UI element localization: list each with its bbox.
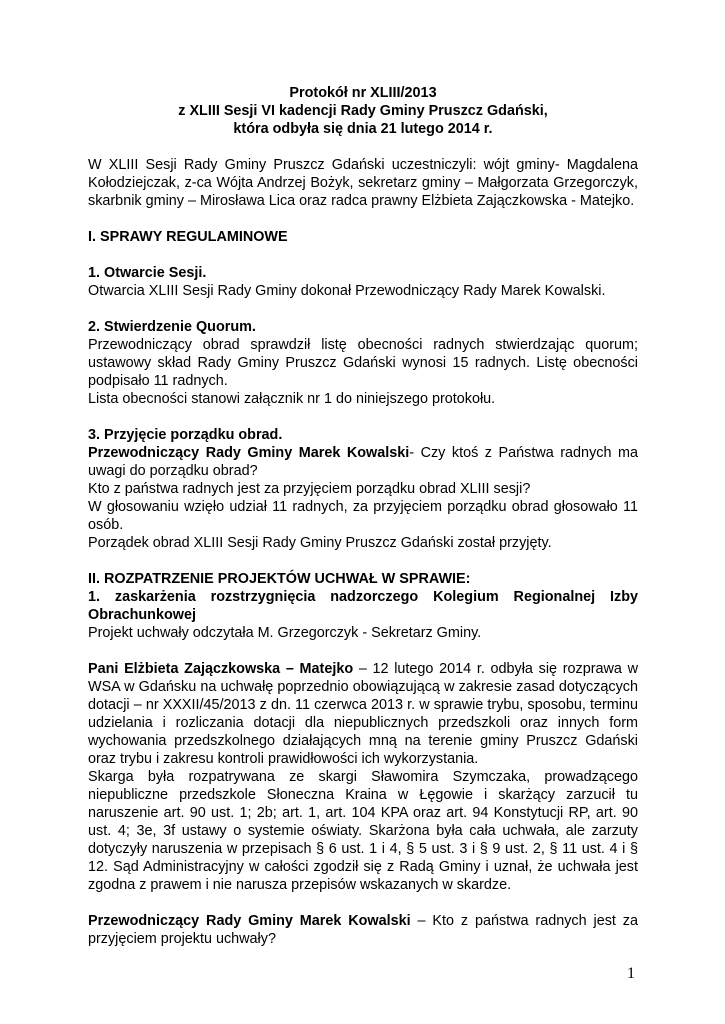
section-2-subheading: 1. zaskarżenia rozstrzygnięcia nadzorczego Kolegium Regionalnej Izby Obrachunkowej [88,589,638,623]
item-3-heading: 3. Przyjęcie porządku obrad. [88,427,283,443]
intro-paragraph: W XLIII Sesji Rady Gminy Pruszcz Gdański uczestniczyli: wójt gminy- Magdalena Kołodziejczak, z-ca Wójta Andrzej Bożyk, sekretarz gminy – Małgorzata Grzegorczyk, skarbnik gminy – Mirosława Lica oraz radca prawny Elżbieta Zajączkowska - Matejko. [88,157,638,209]
section-2-heading: II. ROZPATRZENIE PROJEKTÓW UCHWAŁ W SPRAWIE: [88,571,471,587]
title-line-1: Protokół nr XLIII/2013 [289,85,437,101]
item-3-speaker: Przewodniczący Rady Gminy Marek Kowalski [88,445,410,461]
title-line-3: która odbyła się dnia 21 lutego 2014 r. [233,121,493,137]
item-1-heading: 1. Otwarcie Sesji. [88,265,207,281]
chairman-statement [88,912,638,948]
page-number: 1 [627,965,635,982]
legal-counsel-speech: – 12 lutego 2014 r. odbyła się rozprawa w WSA w Gdańsku na uchwałę poprzednio obowiązującą w zakresie zasad dotyczących dotacji – nr XXXII/45/2013 z dn. 11 czerwca 2013 r. w sprawie trybu, sposobu, terminu udzielania i rozliczania dotacji dla niepublicznych przedszkoli oraz innych form wychowania przedszkolnego działających mną na terenie gminy Pruszcz Gdański oraz trybu i zakresu kontroli prawidłowości ich wykorzystania. [88,661,638,767]
speaker-chairman: Przewodniczący Rady Gminy Marek Kowalski [88,913,411,929]
section-2-note: Projekt uchwały odczytała M. Grzegorczyk - Sekretarz Gminy. [88,625,482,641]
item-3-speech [88,444,638,480]
item-2-text-2: Lista obecności stanowi załącznik nr 1 do niniejszego protokołu. [88,391,496,407]
legal-counsel-statement-2: Skarga była rozpatrywana ze skargi Sławomira Szymczaka, prowadzącego niepubliczne przedszkole Słoneczna Kraina w Łęgowie i skarżący zarzucił tu naruszenie art. 90 ust. 1; 2b; art. 1, art. 104 KPA oraz art. 94 Konstytucji RP, art. 90 ust. 4; 3e, 3f ustawy o systemie oświaty. Skarżona była cała uchwała, ale zarzuty dotyczyły naruszenia w przepisach § 6 ust. 1 i 4, § 5 ust. 3 i § 9 ust. 2, § 11 ust. 4 i § 12. Sąd Administracyjny w całości zgodził się z Radą Gminy i uznał, że uchwała jest zgodna z prawem i nie narusza przepisów wskazanych w skardze. [88,769,638,893]
section-1-heading: I. SPRAWY REGULAMINOWE [88,229,288,245]
item-3-line-4: Porządek obrad XLIII Sesji Rady Gminy Pruszcz Gdański został przyjęty. [88,535,552,551]
document-title [88,84,638,138]
item-1-text: Otwarcia XLIII Sesji Rady Gminy dokonał Przewodniczący Rady Marek Kowalski. [88,283,606,299]
item-2-heading: 2. Stwierdzenie Quorum. [88,319,256,335]
title-line-2: z XLIII Sesji VI kadencji Rady Gminy Pruszcz Gdański, [178,103,548,119]
speaker-legal-counsel: Pani Elżbieta Zajączkowska – Matejko [88,661,354,677]
document-body [88,84,638,948]
legal-counsel-statement [88,660,638,768]
item-3-line-2: Kto z państwa radnych jest za przyjęciem porządku obrad XLIII sesji? [88,481,531,497]
item-3-line-3: W głosowaniu wzięło udział 11 radnych, za przyjęciem porządku obrad głosowało 11 osób. [88,499,638,533]
item-3-speech-text: - Czy ktoś z Państwa radnych ma uwagi do porządku obrad? [88,445,638,479]
chairman-speech: – Kto z państwa radnych jest za przyjęciem projektu uchwały? [88,913,638,947]
item-2-text: Przewodniczący obrad sprawdził listę obecności radnych stwierdzając quorum; ustawowy skład Rady Gminy Pruszcz Gdański wynosi 15 radnych. Listę obecności podpisało 11 radnych. [88,337,638,389]
